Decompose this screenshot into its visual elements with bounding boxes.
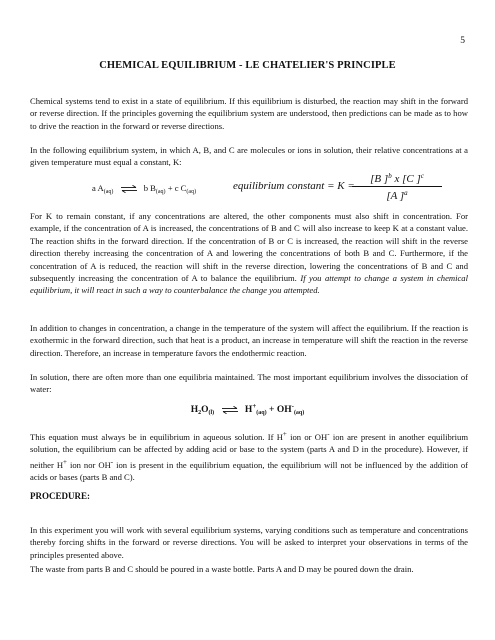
equilibrium-constant-label: equilibrium constant = K = xyxy=(233,180,355,192)
fraction-numerator: [B ]$^b$ x [C ]$^c$ xyxy=(352,172,442,187)
le-chatelier-statement: If you attempt to change a system in chemical equilibrium, it will react in such a way to counterbalance the change you attempted. xyxy=(30,273,468,296)
equilibrium-arrows-icon xyxy=(120,185,138,193)
fraction-denominator: [A ]$^a$ xyxy=(386,189,408,202)
page-title: CHEMICAL EQUILIBRIUM - LE CHATELIER'S PRINCIPLE xyxy=(99,60,396,71)
procedure-heading: PROCEDURE: xyxy=(30,491,90,501)
reaction-equation: a $A_{(aq)}$ b $B_{(aq)} + c$ $C_{(aq)}$ xyxy=(92,183,197,195)
acid-base-paragraph: This equation must always be in equilibrium in aqueous solution. If H+ ion or OH- ion are present in another equilibrium solution, the equilibrium can be affected by adding acid or base to the system (parts A and D in the procedure). However, if neither H+ ion nor OH- ion is present in the equilibrium equation, the equilibrium will not be influenced by the addition of acids or bases (parts B and C). xyxy=(30,430,469,483)
equilibrium-constant-equation xyxy=(89,174,449,208)
equilibrium-arrows-icon xyxy=(221,406,239,414)
equilibrium-constant-fraction xyxy=(352,172,442,202)
waste-disposal-paragraph: The waste from parts B and C should be poured in a waste bottle. Parts A and D may be poured down the drain. xyxy=(30,564,414,574)
procedure-paragraph: In this experiment you will work with several equilibrium systems, varying conditions such as temperature and concentrations thereby forcing shifts in the forward or reverse directions. You will be asked to interpret your observations in terms of the principles presented above. xyxy=(30,525,468,560)
temperature-paragraph: In addition to changes in concentration, a change in the temperature of the system will affect the equilibrium. If the reaction is exothermic in the forward direction, such that heat is a product, an increase in temperature will shift the reaction in the reverse direction. Therefore, an increase in temperature favors the endothermic reaction. xyxy=(30,323,468,358)
water-dissociation-equation: $H_2O_{(l)}$ $H^+_{(aq)} + OH^-_{(aq)}$ xyxy=(190,402,305,416)
water-dissociation-paragraph: In solution, there are often more than one equilibria maintained. The most important equilibrium involves the dissociation of water: xyxy=(30,372,468,395)
equilibrium-system-paragraph: In the following equilibrium system, in which A, B, and C are molecules or ions in solution, their relative concentrations at a given temperature must equal a constant, K: xyxy=(30,145,468,168)
page-number: 5 xyxy=(460,36,465,46)
concentration-shift-paragraph: For K to remain constant, if any concentrations are altered, the other components must also shift in concentration. For example, if the concentration of A is increased, the concentrations of B and C will also increase to keep K at a constant value. The reaction shifts in the forward direction. If the concentration of B or C is increased, the reaction will shift in the reverse direction thereby increasing the concentration of A and lowering the concentrations of both B and C. Furthermore, if the concentration of A is reduced, the reaction will shift in the reverse direction, lowering the concentrations of B and C and subsequently increasing the concentration of A to balance the equilibrium. If you attempt to change a system in chemical equilibrium, it will react in such a way to counterbalance the change you attempted. xyxy=(30,211,468,296)
intro-paragraph: Chemical systems tend to exist in a state of equilibrium. If this equilibrium is disturbed, the reaction may shift in the forward or reverse direction. If the principles governing the equilibrium system are understood, then predictions can be made as to how to drive the reaction in the forward or reverse directions. xyxy=(30,96,468,131)
